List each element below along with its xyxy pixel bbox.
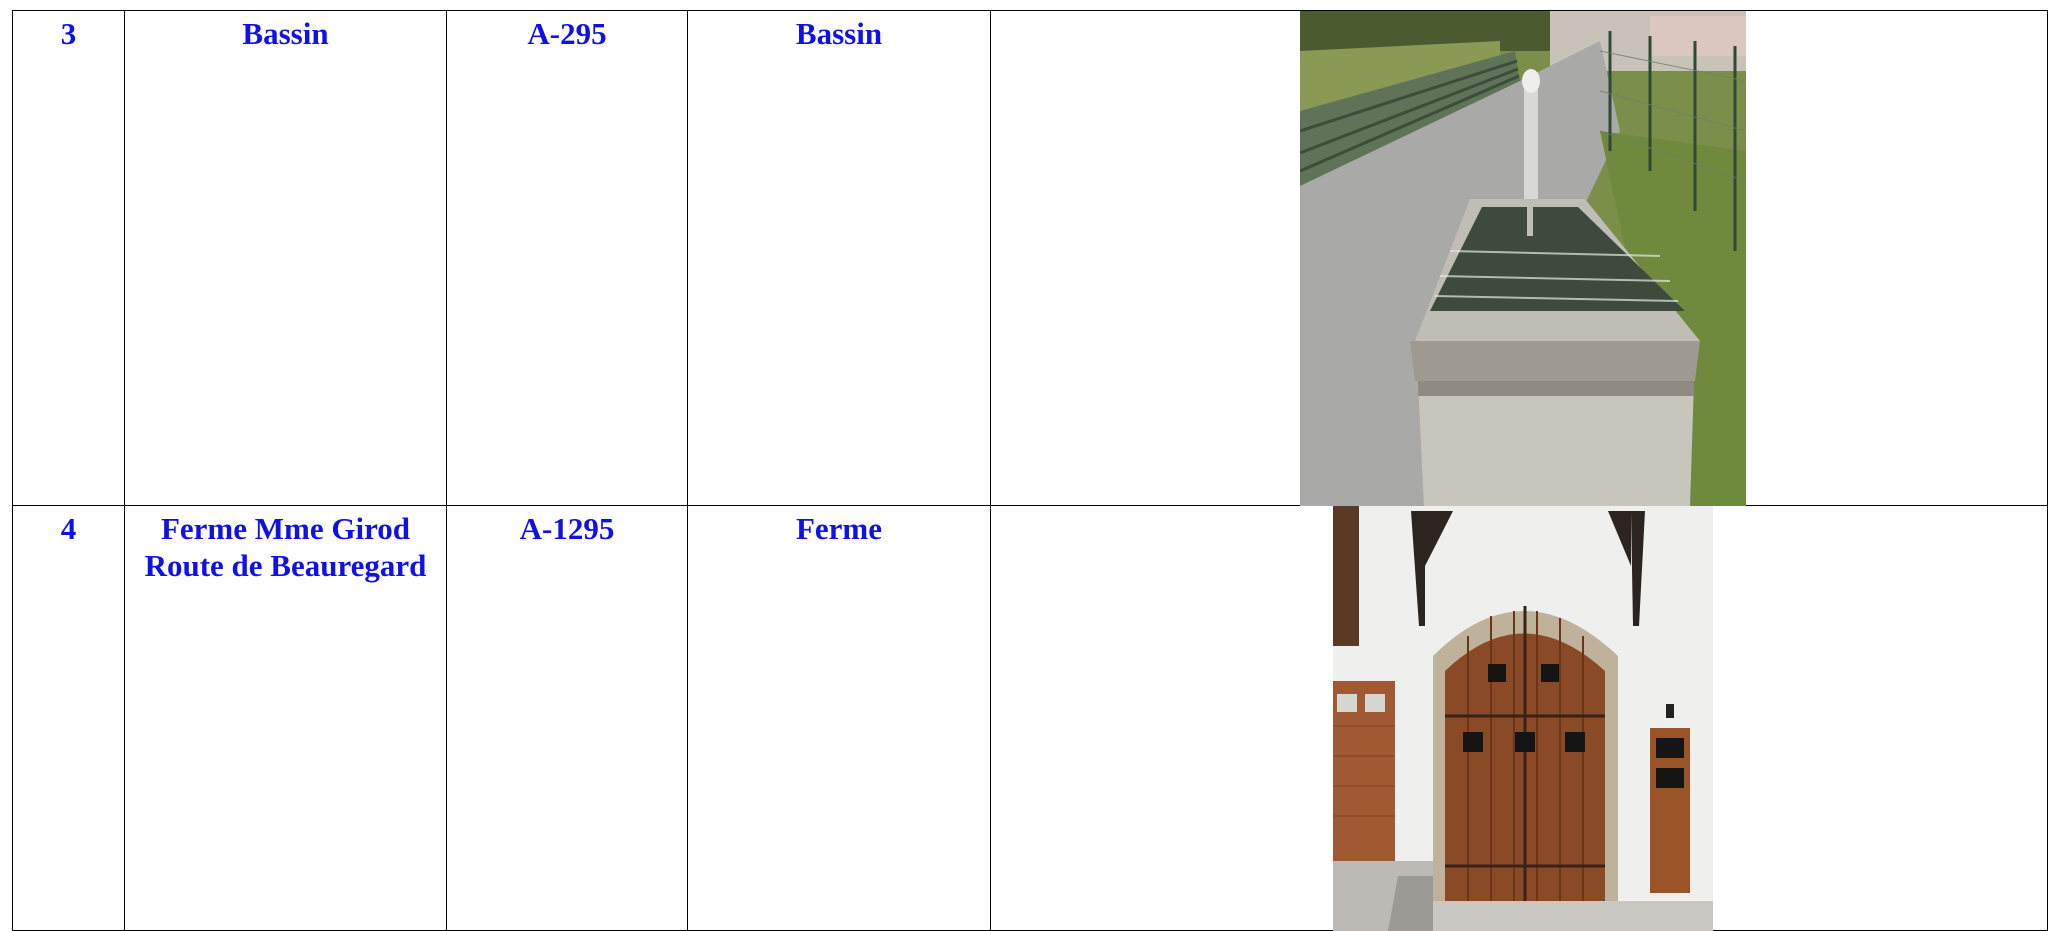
row-number-cell: 4: [13, 506, 125, 931]
photo-cell: [991, 506, 2048, 931]
parcel-cell: A-295: [447, 11, 688, 506]
farm-photo: [1333, 506, 1713, 931]
type-cell: Ferme: [688, 506, 991, 931]
stone-fountain-trough-photo: [1300, 11, 1746, 506]
fountain-photo: [1300, 11, 1746, 506]
inventory-table: [12, 10, 2048, 931]
type-cell: Bassin: [688, 11, 991, 506]
row-number-cell: 3: [13, 11, 125, 506]
object-name-cell: Ferme Mme Girod Route de Beauregard: [125, 506, 447, 931]
table-row: [13, 11, 2048, 506]
photo-cell: [991, 11, 2048, 506]
object-name-cell: Bassin: [125, 11, 447, 506]
parcel-cell: A-1295: [447, 506, 688, 931]
table-row: [13, 506, 2048, 931]
farmhouse-arched-door-photo: [1333, 506, 1713, 931]
